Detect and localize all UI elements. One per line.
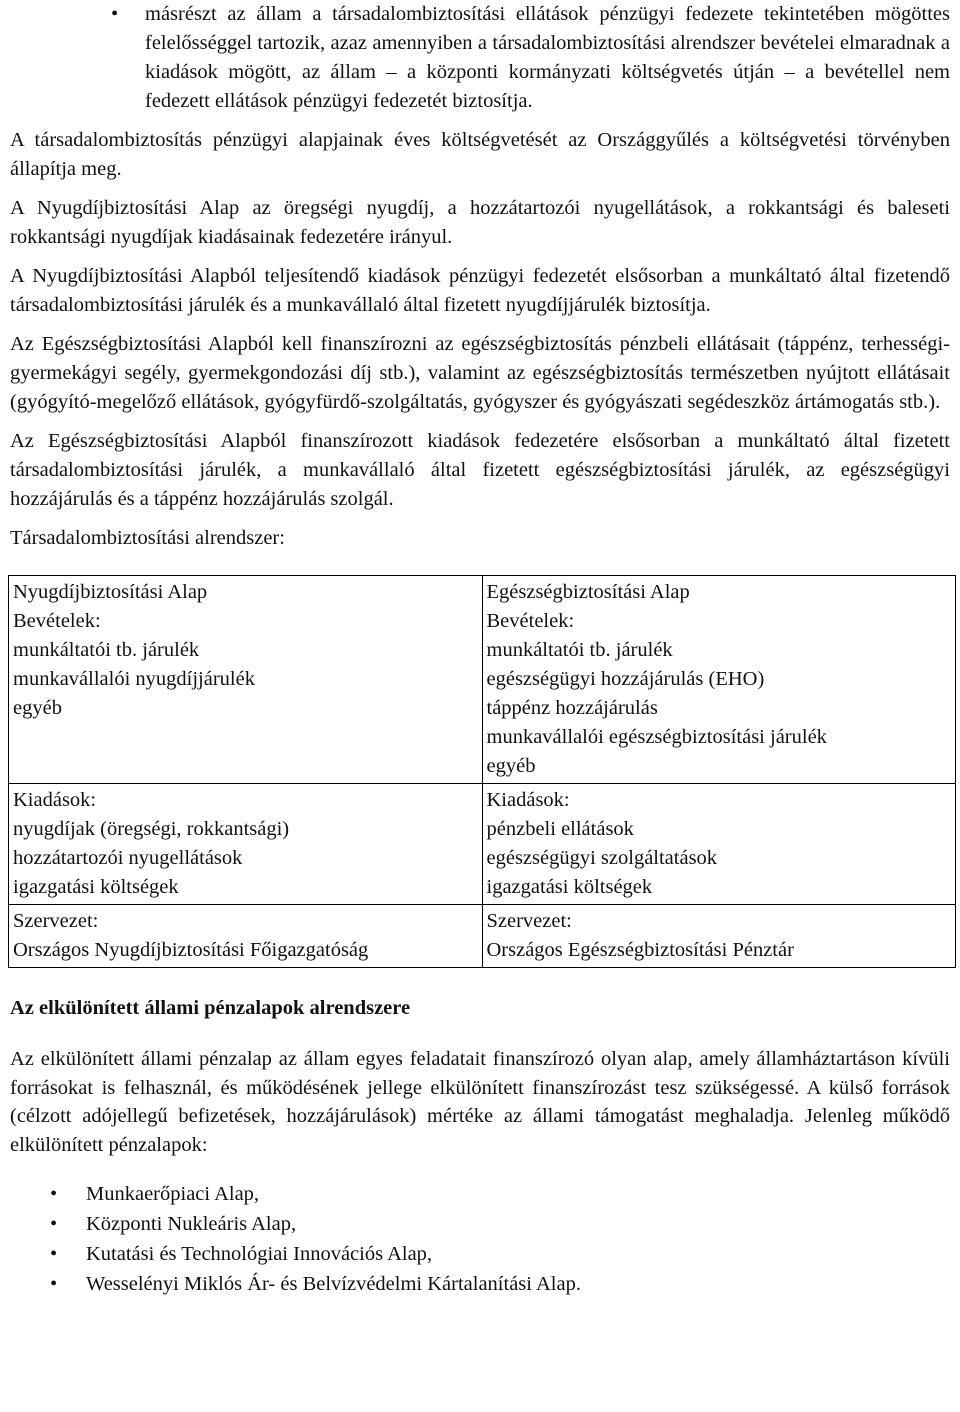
intro-bullet-item <box>10 0 950 116</box>
paragraph-health-fund <box>10 330 950 417</box>
table-cell-pension-org: Szervezet: Országos Nyugdíjbiztosítási Főigazgatóság <box>9 905 483 968</box>
bullet-dot: • <box>50 1183 58 1206</box>
list-item <box>10 1269 950 1299</box>
table-cell-health-org: Szervezet: Országos Egészségbiztosítási Pénztár <box>482 905 956 968</box>
closing-paragraph <box>10 1045 950 1159</box>
list-item-text: Munkaerőpiaci Alap, <box>86 1183 260 1206</box>
paragraph-health-funding <box>10 427 950 514</box>
list-item <box>10 1209 950 1239</box>
document-page <box>10 0 950 1299</box>
table-row <box>9 576 956 784</box>
list-item-text: Kutatási és Technológiai Innovációs Alap, <box>86 1243 433 1266</box>
subsystem-label: Társadalombiztosítási alrendszer: <box>10 527 285 549</box>
paragraph-text: Az Egészségbiztosítási Alapból finanszírozott kiadások fedezetére elsősorban a munkáltató által fizetett társadalombiztosítási járulék, a munkavállaló által fizetett egészségbiztosítási járulék, az egészségügyi hozzájárulás és a táppénz hozzájárulás szolgál. <box>10 430 950 510</box>
table-cell-health-expenses: Kiadások: pénzbeli ellátások egészségügyi szolgáltatások igazgatási költségek <box>482 784 956 905</box>
paragraph-text: Az Egészségbiztosítási Alapból kell finanszírozni az egészségbiztosítás pénzbeli ellátásait (táppénz, terhességi-gyermekágyi segély, gyermekgondozási díj stb.), valamint az egészségbiztosítás természetben nyújtott ellátásait (gyógyító-megelőző ellátások, gyógyfürdő-szolgáltatás, gyógyszer és gyógyászati segédeszköz ártámogatás stb.). <box>10 333 950 413</box>
intro-bullet-text: másrészt az állam a társadalombiztosítási ellátások pénzügyi fedezete tekintetében mögöttes felelősséggel tartozik, azaz amennyiben a társadalombiztosítási alrendszer bevételei elmaradnak a kiadások mögött, az állam – a központi kormányzati költségvetés útján – a bevétellel nem fedezett ellátások pénzügyi fedezetét biztosítja. <box>145 3 950 112</box>
table-cell-pension-title: Nyugdíjbiztosítási Alap Bevételek: munkáltatói tb. járulék munkavállalói nyugdíjjárulék egyéb <box>9 576 483 784</box>
subsystem-table <box>8 575 956 968</box>
paragraph-text: A Nyugdíjbiztosítási Alap az öregségi nyugdíj, a hozzátartozói nyugellátások, a rokkantsági és baleseti rokkantsági nyugdíjak kiadásainak fedezetére irányul. <box>10 197 950 248</box>
bullet-dot: • <box>50 1243 58 1266</box>
paragraph-text: A társadalombiztosítás pénzügyi alapjainak éves költségvetését az Országgyűlés a költségvetési törvényben állapítja meg. <box>10 129 950 180</box>
paragraph-pension-fund <box>10 194 950 252</box>
table-row <box>9 784 956 905</box>
bullet-dot: • <box>50 1273 58 1296</box>
bullet-dot: • <box>111 3 119 25</box>
section-heading: Az elkülönített állami pénzalapok alrendszere <box>10 997 411 1019</box>
table-cell-pension-expenses: Kiadások: nyugdíjak (öregségi, rokkantsági) hozzátartozói nyugellátások igazgatási költségek <box>9 784 483 905</box>
paragraph-budget <box>10 126 950 184</box>
list-item <box>10 1239 950 1269</box>
list-item-text: Wesselényi Miklós Ár- és Belvízvédelmi Kártalanítási Alap. <box>86 1273 581 1296</box>
list-item-text: Központi Nukleáris Alap, <box>86 1213 297 1236</box>
table-cell-health-title: Egészségbiztosítási Alap Bevételek: munkáltatói tb. járulék egészségügyi hozzájárulás (EHO) táppénz hozzájárulás munkavállalói egészségbiztosítási járulék egyéb <box>482 576 956 784</box>
bullet-dot: • <box>50 1213 58 1236</box>
paragraph-text: A Nyugdíjbiztosítási Alapból teljesítendő kiadások pénzügyi fedezetét elsősorban a munkáltató által fizetendő társadalombiztosítási járulék és a munkavállaló által fizetett nyugdíjjárulék biztosítja. <box>10 265 950 316</box>
funds-list <box>10 1179 950 1299</box>
paragraph-text: Az elkülönített állami pénzalap az állam egyes feladatait finanszírozó olyan alap, amely államháztartáson kívüli forrásokat is felhasznál, és működésének jellege elkülönített finanszírozást tesz szükségessé. A külső források (célzott adójellegű befizetések, hozzájárulások) mértéke az állami támogatást meghaladja. Jelenleg működő elkülönített pénzalapok: <box>10 1048 950 1156</box>
table-row <box>9 905 956 968</box>
list-item <box>10 1179 950 1209</box>
paragraph-pension-funding <box>10 262 950 320</box>
